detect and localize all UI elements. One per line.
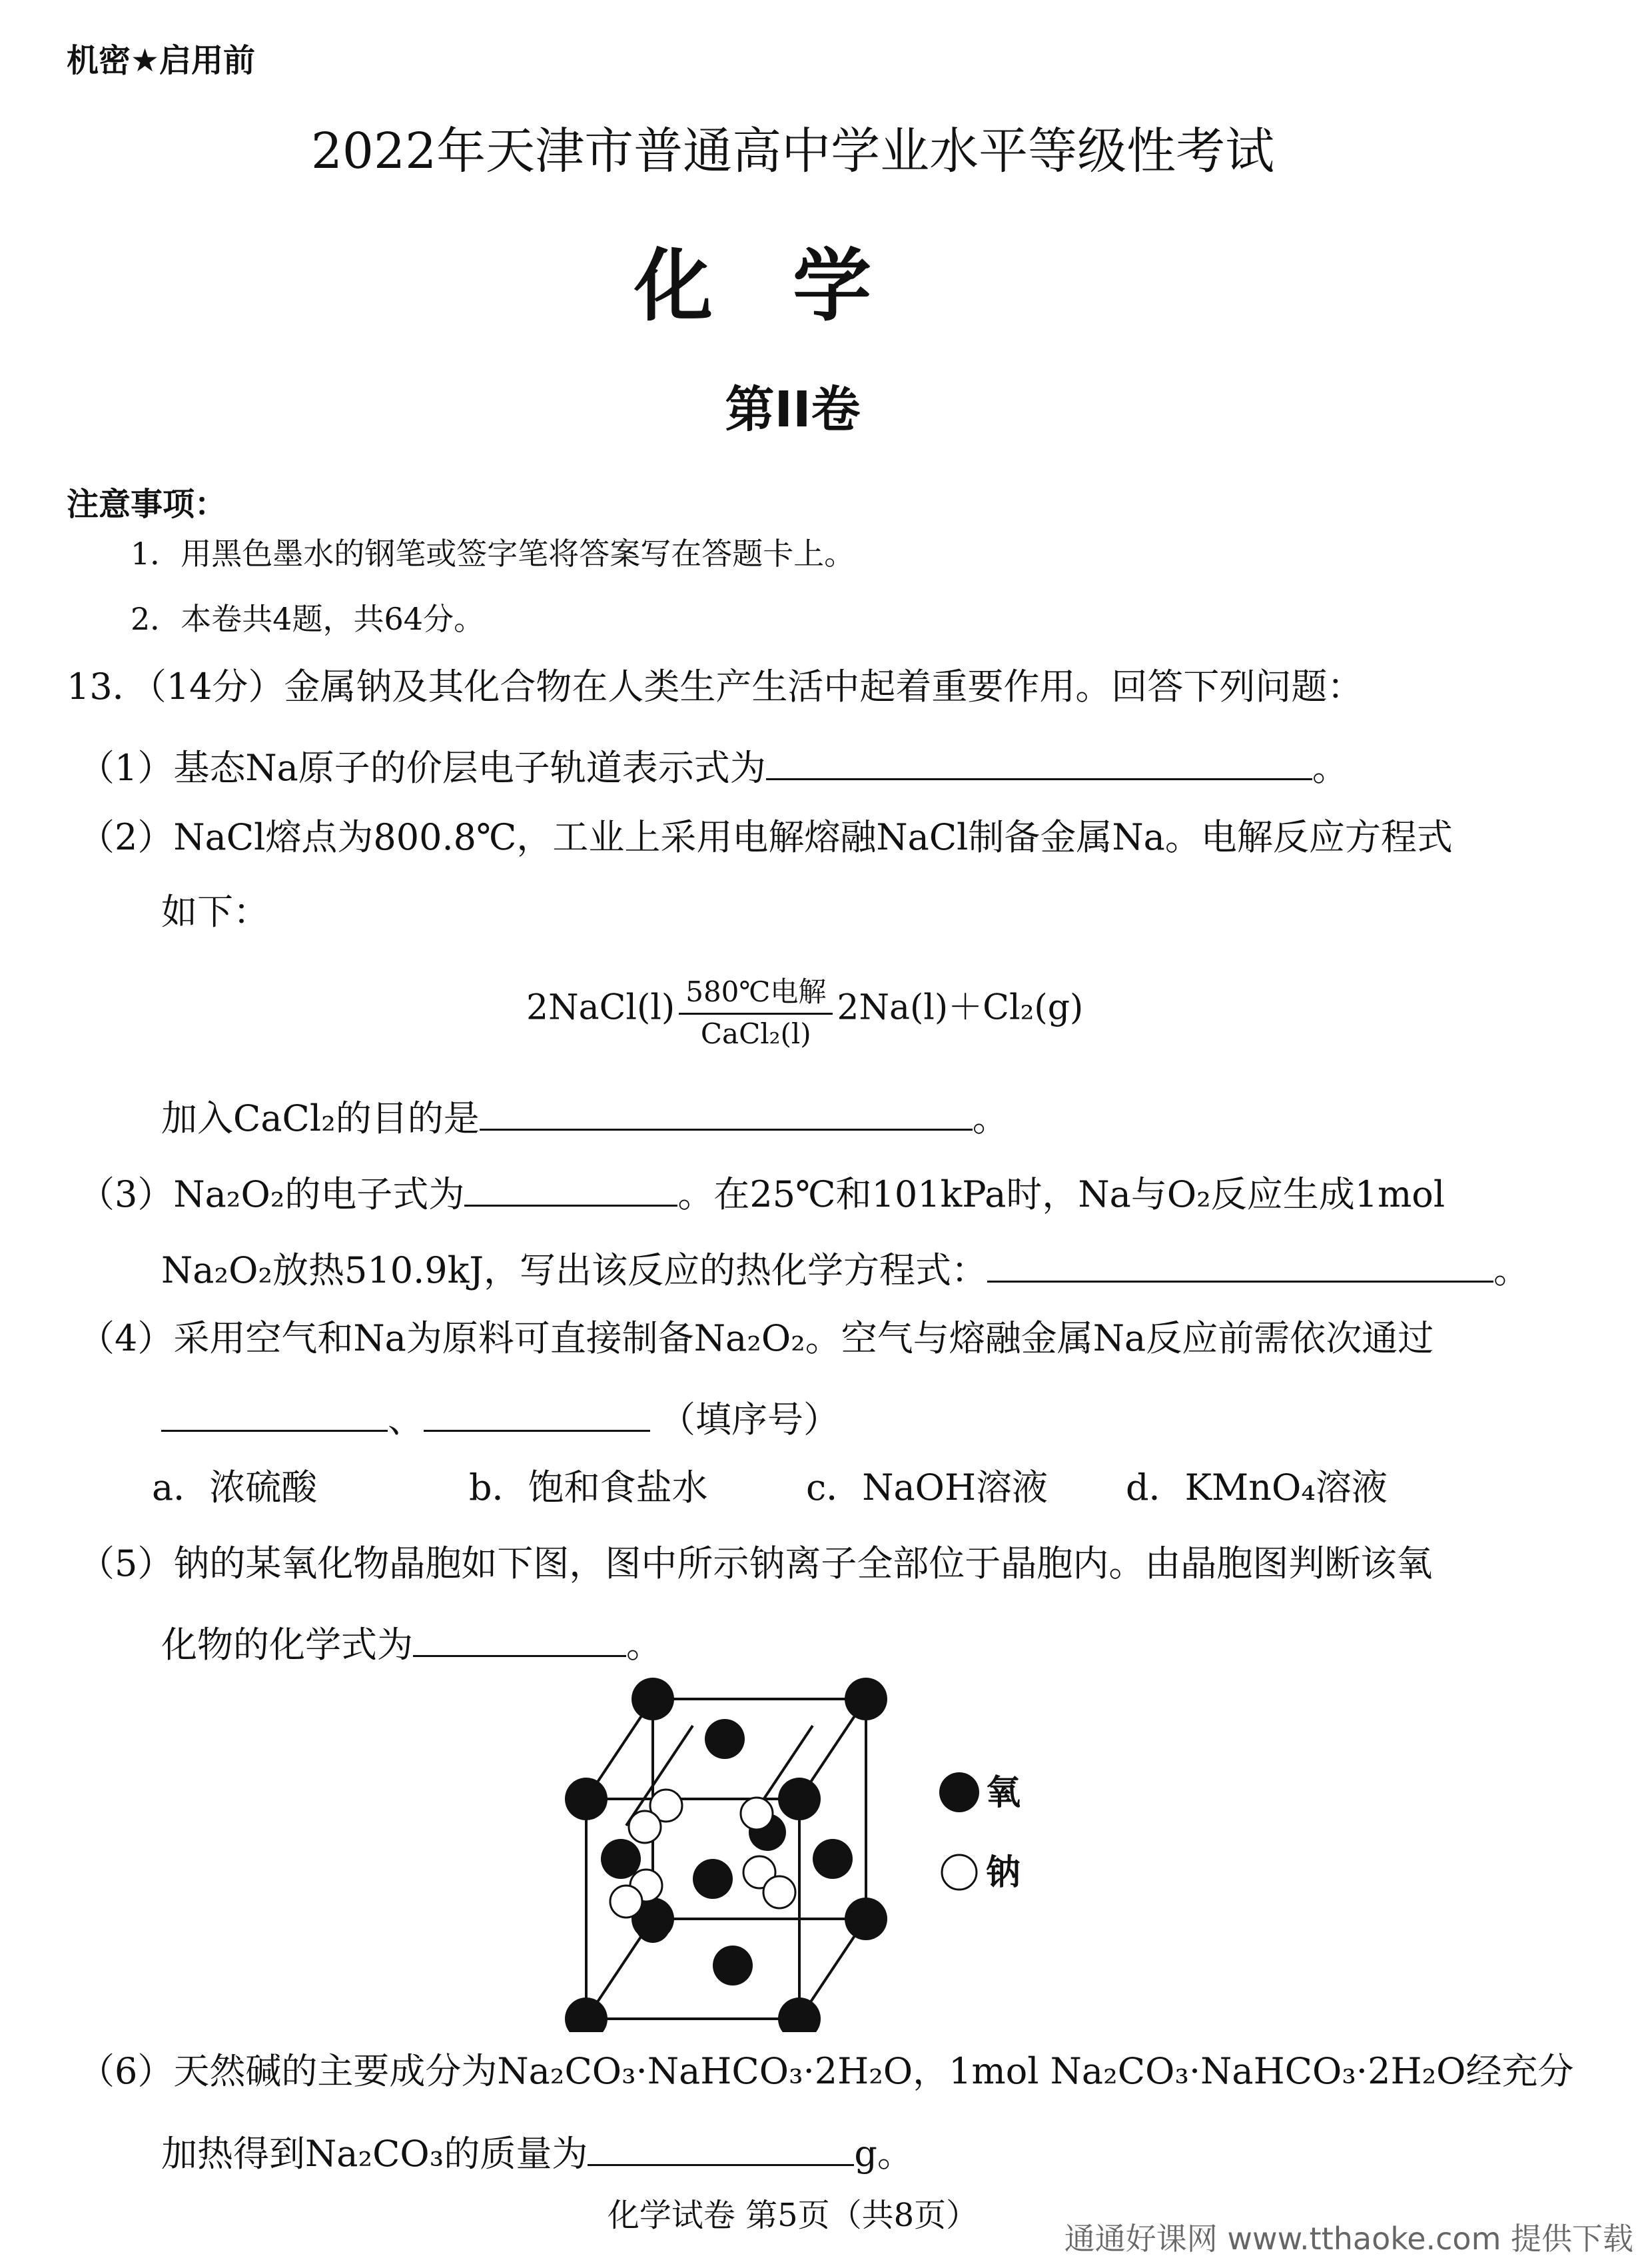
q13-part6-text: 加热得到Na₂CO₃的质量为 (161, 2133, 588, 2175)
option-b: b．饱和食盐水 (469, 1466, 708, 1508)
notice-item-2: 2．本卷共4题，共64分。 (131, 601, 485, 637)
oxygen-ion (705, 1719, 745, 1759)
q13-part6-line2 (161, 2129, 913, 2175)
q13-part2-line2: 如下： (161, 891, 269, 933)
option-d: d．KMnO₄溶液 (1126, 1466, 1388, 1508)
oxygen-ion (845, 1678, 887, 1720)
oxygen-ion (635, 1908, 670, 1943)
separator: 、 (388, 1399, 424, 1440)
answer-blank-8[interactable] (588, 2129, 854, 2166)
answer-blank-2[interactable] (480, 1094, 973, 1131)
equation-right: 2Na(l)＋Cl₂(g) (837, 987, 1084, 1028)
q13-part5-line2 (161, 1620, 662, 1666)
legend-oxygen-marker (939, 1772, 979, 1812)
answer-blank-4[interactable] (987, 1246, 1493, 1283)
oxygen-ion (778, 1997, 821, 2032)
equation-left: 2NaCl(l) (526, 987, 675, 1028)
q13-part3-text-a: （3）Na₂O₂的电子式为 (79, 1173, 465, 1215)
fill-number-hint: （填序号） (659, 1399, 839, 1440)
sodium-ion (741, 1798, 773, 1830)
notice-item-1: 1．用黑色墨水的钢笔或签字笔将答案写在答题卡上。 (131, 536, 855, 572)
q13-part3-line1 (79, 1170, 1445, 1213)
period: 。 (1493, 1249, 1529, 1291)
oxygen-ion (813, 1839, 853, 1879)
q13-part3-text-b: 。在25℃和101kPa时，Na与O₂反应生成1mol (677, 1173, 1446, 1215)
q13-part6-line1: （6）天然碱的主要成分为Na₂CO₃·NaHCO₃·2H₂O，1mol Na₂CO₃·NaHCO₃·2H₂O经充分 (79, 2050, 1574, 2092)
oxygen-ion (713, 1946, 753, 1985)
q13-part2-question-text: 加入CaCl₂的目的是 (161, 1097, 480, 1139)
oxygen-ion (693, 1859, 733, 1899)
answer-blank-5[interactable] (161, 1395, 388, 1432)
oxygen-ion (631, 1678, 674, 1720)
q13-part1-text: （1）基态Na原子的价层电子轨道表示式为 (79, 747, 766, 789)
page-footer: 化学试卷 第5页（共8页） (607, 2197, 979, 2234)
period: 。 (1312, 747, 1348, 789)
unit-g: g。 (854, 2133, 913, 2175)
legend-oxygen-label: 氧 (986, 1772, 1021, 1813)
q13-part2-question (161, 1094, 1009, 1137)
oxygen-ion (778, 1778, 821, 1820)
legend-sodium-label: 钠 (986, 1852, 1021, 1893)
subject-title: 化学 (633, 240, 951, 332)
condition-bottom: CaCl₂(l) (700, 1017, 811, 1050)
oxygen-ion (845, 1898, 887, 1940)
legend-sodium-marker (942, 1855, 977, 1890)
period: 。 (972, 1097, 1009, 1139)
answer-blank-3[interactable] (464, 1170, 677, 1207)
volume-title: 第II卷 (725, 381, 861, 438)
sodium-ion (610, 1886, 642, 1918)
condition-top: 580℃电解 (679, 970, 833, 1015)
crystal-cell-figure (546, 1672, 1052, 2032)
equation-condition (679, 970, 833, 1050)
q13-part1 (79, 744, 1348, 789)
answer-blank-7[interactable] (413, 1620, 626, 1657)
watermark: 通通好课网 www.tthaoke.com 提供下载 (1064, 2221, 1633, 2257)
q13-part4-line2 (161, 1395, 839, 1438)
q13-part3-text-c: Na₂O₂放热510.9kJ，写出该反应的热化学方程式： (161, 1249, 987, 1291)
q13-part3-line2 (161, 1246, 1529, 1289)
q13-part5-line1: （5）钠的某氧化物晶胞如下图，图中所示钠离子全部位于晶胞内。由晶胞图判断该氧 (79, 1542, 1433, 1584)
answer-blank-1[interactable] (766, 744, 1312, 780)
answer-blank-6[interactable] (424, 1395, 650, 1432)
exam-title: 2022年天津市普通高中学业水平等级性考试 (310, 123, 1275, 180)
secrecy-label: 机密★启用前 (67, 42, 256, 79)
notice-heading: 注意事项： (67, 486, 227, 523)
period: 。 (626, 1624, 662, 1666)
sodium-ion (629, 1811, 661, 1843)
q13-part5-text: 化物的化学式为 (161, 1624, 413, 1666)
oxygen-ion (565, 1778, 608, 1820)
option-a: a．浓硫酸 (152, 1466, 318, 1508)
sodium-ion (763, 1876, 795, 1908)
electrolysis-equation (526, 970, 1083, 1050)
oxygen-ion (565, 1997, 608, 2032)
q13-part2-line1: （2）NaCl熔点为800.8℃，工业上采用电解熔融NaCl制备金属Na。电解反应方程式 (79, 816, 1453, 858)
q13-part4-line1: （4）采用空气和Na为原料可直接制备Na₂O₂。空气与熔融金属Na反应前需依次通过 (79, 1317, 1434, 1359)
option-c: c．NaOH溶液 (806, 1466, 1048, 1508)
q13-stem: 13．（14分）金属钠及其化合物在人类生产生活中起着重要作用。回答下列问题： (67, 666, 1364, 708)
